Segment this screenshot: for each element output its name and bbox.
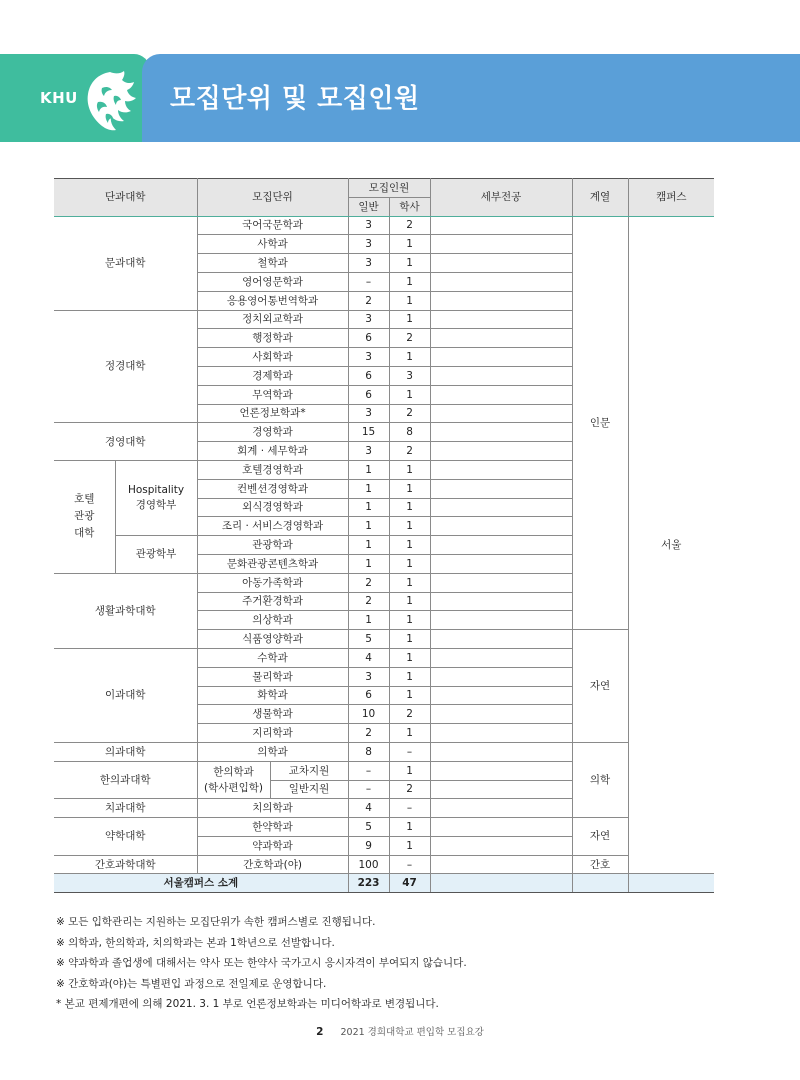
bachelor-cell: 1: [389, 235, 430, 254]
college-cell: 간호과학대학: [54, 855, 197, 874]
bachelor-cell: 2: [389, 780, 430, 799]
field-cell: 간호: [572, 855, 628, 874]
major-cell: [430, 611, 572, 630]
major-cell: [430, 254, 572, 273]
bachelor-cell: –: [389, 855, 430, 874]
bachelor-cell: 1: [389, 517, 430, 536]
general-cell: 2: [348, 291, 389, 310]
general-cell: 1: [348, 498, 389, 517]
general-cell: 8: [348, 742, 389, 761]
unit-cell: 경제학과: [197, 366, 348, 385]
major-cell: [430, 855, 572, 874]
general-cell: –: [348, 761, 389, 780]
college-cell: 경영대학: [54, 423, 197, 461]
logo-text: KHU: [40, 89, 78, 107]
footer-text: 2021 경희대학교 편입학 모집요강: [340, 1027, 484, 1038]
subtotal-row: [54, 874, 714, 893]
subtotal-field: [572, 874, 628, 893]
bachelor-cell: 1: [389, 554, 430, 573]
unit-cell: 컨벤션경영학과: [197, 479, 348, 498]
general-cell: 4: [348, 799, 389, 818]
bachelor-cell: –: [389, 742, 430, 761]
page-title: 모집단위 및 모집인원: [170, 84, 420, 114]
bachelor-cell: 1: [389, 836, 430, 855]
major-cell: [430, 799, 572, 818]
bachelor-cell: 3: [389, 366, 430, 385]
footer: [0, 1024, 800, 1038]
notes: [56, 912, 467, 1015]
unit-cell: 식품영양학과: [197, 630, 348, 649]
subunit-cell: 교차지원: [270, 761, 348, 780]
bachelor-cell: 1: [389, 648, 430, 667]
major-cell: [430, 592, 572, 611]
bachelor-cell: 1: [389, 611, 430, 630]
division-cell: 관광학부: [115, 536, 197, 574]
bachelor-cell: 1: [389, 686, 430, 705]
general-cell: 5: [348, 630, 389, 649]
unit-cell: 정치외교학과: [197, 310, 348, 329]
major-cell: [430, 761, 572, 780]
general-cell: 3: [348, 667, 389, 686]
page-number: 2: [316, 1026, 324, 1038]
major-cell: [430, 216, 572, 235]
bachelor-cell: 1: [389, 536, 430, 555]
table-row: [54, 818, 714, 837]
general-cell: 3: [348, 216, 389, 235]
major-cell: [430, 630, 572, 649]
unit-cell: 약과학과: [197, 836, 348, 855]
unit-cell: 국어국문학과: [197, 216, 348, 235]
unit-cell: 문화관광콘텐츠학과: [197, 554, 348, 573]
college-cell: 생활과학대학: [54, 573, 197, 648]
unit-cell: 회계 · 세무학과: [197, 442, 348, 461]
major-cell: [430, 423, 572, 442]
general-cell: 5: [348, 818, 389, 837]
unit-cell: 치의학과: [197, 799, 348, 818]
major-cell: [430, 442, 572, 461]
bachelor-cell: 1: [389, 385, 430, 404]
general-cell: 3: [348, 310, 389, 329]
major-cell: [430, 724, 572, 743]
campus-cell: 서울: [628, 216, 714, 874]
general-cell: –: [348, 780, 389, 799]
general-cell: 15: [348, 423, 389, 442]
lion-logo-icon: [80, 68, 142, 134]
major-cell: [430, 517, 572, 536]
bachelor-cell: 2: [389, 705, 430, 724]
bachelor-cell: 1: [389, 460, 430, 479]
bachelor-cell: 1: [389, 667, 430, 686]
general-cell: 1: [348, 460, 389, 479]
major-cell: [430, 818, 572, 837]
header-unit: 모집단위: [197, 179, 348, 217]
general-cell: 100: [348, 855, 389, 874]
college-cell: 한의과대학: [54, 761, 197, 799]
header-college: 단과대학: [54, 179, 197, 217]
header-bachelor: 학사: [389, 197, 430, 216]
division-cell: Hospitality 경영학부: [115, 460, 197, 535]
general-cell: 3: [348, 254, 389, 273]
unit-cell: 의상학과: [197, 611, 348, 630]
bachelor-cell: 1: [389, 498, 430, 517]
major-cell: [430, 348, 572, 367]
note-line: ※ 의학과, 한의학과, 치의학과는 본과 1학년으로 선발합니다.: [56, 936, 335, 949]
general-cell: 1: [348, 479, 389, 498]
field-cell: 자연: [572, 630, 628, 743]
major-cell: [430, 554, 572, 573]
quota-table: [54, 178, 714, 893]
general-cell: 4: [348, 648, 389, 667]
field-cell: 인문: [572, 216, 628, 630]
table-row: [54, 855, 714, 874]
bachelor-cell: 2: [389, 442, 430, 461]
college-cell: 이과대학: [54, 648, 197, 742]
unit-cell: 화학과: [197, 686, 348, 705]
unit-cell: 무역학과: [197, 385, 348, 404]
major-cell: [430, 573, 572, 592]
bachelor-cell: 1: [389, 254, 430, 273]
note-line: ※ 모든 입학관리는 지원하는 모집단위가 속한 캠퍼스별로 진행됩니다.: [56, 916, 376, 928]
major-cell: [430, 836, 572, 855]
field-cell: 자연: [572, 818, 628, 856]
general-cell: 6: [348, 366, 389, 385]
bachelor-cell: –: [389, 799, 430, 818]
unit-cell: 한의학과 (학사편입학): [197, 761, 270, 799]
major-cell: [430, 366, 572, 385]
table-row: [54, 216, 714, 235]
unit-cell: 철학과: [197, 254, 348, 273]
unit-cell: 지리학과: [197, 724, 348, 743]
unit-cell: 관광학과: [197, 536, 348, 555]
major-cell: [430, 460, 572, 479]
bachelor-cell: 2: [389, 404, 430, 423]
header-quota: 모집인원: [348, 179, 430, 198]
general-cell: 1: [348, 536, 389, 555]
major-cell: [430, 479, 572, 498]
major-cell: [430, 686, 572, 705]
general-cell: –: [348, 272, 389, 291]
unit-cell: 생물학과: [197, 705, 348, 724]
major-cell: [430, 272, 572, 291]
unit-cell: 행정학과: [197, 329, 348, 348]
unit-cell: 수학과: [197, 648, 348, 667]
college-cell: 치과대학: [54, 799, 197, 818]
bachelor-cell: 1: [389, 291, 430, 310]
unit-cell: 조리 · 서비스경영학과: [197, 517, 348, 536]
field-cell: 의학: [572, 742, 628, 817]
general-cell: 10: [348, 705, 389, 724]
general-cell: 2: [348, 724, 389, 743]
general-cell: 6: [348, 686, 389, 705]
general-cell: 3: [348, 348, 389, 367]
unit-cell: 의학과: [197, 742, 348, 761]
table-row: [54, 742, 714, 761]
bachelor-cell: 1: [389, 310, 430, 329]
subtotal-general: 223: [348, 874, 389, 893]
major-cell: [430, 498, 572, 517]
general-cell: 1: [348, 517, 389, 536]
note-line: * 본교 편제개편에 의해 2021. 3. 1 부로 언론정보학과는 미디어학과로 변경됩니다.: [56, 998, 439, 1010]
subtotal-campus: [628, 874, 714, 893]
subtotal-bachelor: 47: [389, 874, 430, 893]
college-cell: 호텔 관광 대학: [54, 460, 115, 573]
unit-cell: 호텔경영학과: [197, 460, 348, 479]
general-cell: 3: [348, 442, 389, 461]
major-cell: [430, 291, 572, 310]
college-cell: 정경대학: [54, 310, 197, 423]
unit-cell: 사학과: [197, 235, 348, 254]
major-cell: [430, 329, 572, 348]
general-cell: 2: [348, 592, 389, 611]
general-cell: 3: [348, 404, 389, 423]
bachelor-cell: 1: [389, 272, 430, 291]
general-cell: 6: [348, 329, 389, 348]
unit-cell: 응용영어통번역학과: [197, 291, 348, 310]
bachelor-cell: 2: [389, 216, 430, 235]
general-cell: 6: [348, 385, 389, 404]
major-cell: [430, 742, 572, 761]
major-cell: [430, 385, 572, 404]
general-cell: 2: [348, 573, 389, 592]
college-cell: 의과대학: [54, 742, 197, 761]
college-cell: 약학대학: [54, 818, 197, 856]
subunit-cell: 일반지원: [270, 780, 348, 799]
unit-cell: 언론정보학과*: [197, 404, 348, 423]
header-general: 일반: [348, 197, 389, 216]
note-line: ※ 간호학과(야)는 특별편입 과정으로 전일제로 운영합니다.: [56, 977, 327, 990]
subtotal-label: 서울캠퍼스 소계: [54, 874, 348, 893]
unit-cell: 주거환경학과: [197, 592, 348, 611]
major-cell: [430, 235, 572, 254]
major-cell: [430, 648, 572, 667]
bachelor-cell: 8: [389, 423, 430, 442]
bachelor-cell: 1: [389, 761, 430, 780]
unit-cell: 사회학과: [197, 348, 348, 367]
bachelor-cell: 2: [389, 329, 430, 348]
bachelor-cell: 1: [389, 724, 430, 743]
header-field: 계열: [572, 179, 628, 217]
major-cell: [430, 780, 572, 799]
general-cell: 1: [348, 611, 389, 630]
bachelor-cell: 1: [389, 818, 430, 837]
note-line: ※ 약과학과 졸업생에 대해서는 약사 또는 한약사 국가고시 응시자격이 부여되지 않습니다.: [56, 957, 467, 969]
general-cell: 3: [348, 235, 389, 254]
major-cell: [430, 404, 572, 423]
bachelor-cell: 1: [389, 348, 430, 367]
college-cell: 문과대학: [54, 216, 197, 310]
bachelor-cell: 1: [389, 573, 430, 592]
bachelor-cell: 1: [389, 479, 430, 498]
major-cell: [430, 667, 572, 686]
major-cell: [430, 705, 572, 724]
header-campus: 캠퍼스: [628, 179, 714, 217]
bachelor-cell: 1: [389, 592, 430, 611]
unit-cell: 아동가족학과: [197, 573, 348, 592]
header-major: 세부전공: [430, 179, 572, 217]
bachelor-cell: 1: [389, 630, 430, 649]
major-cell: [430, 310, 572, 329]
unit-cell: 영어영문학과: [197, 272, 348, 291]
unit-cell: 경영학과: [197, 423, 348, 442]
unit-cell: 간호학과(야): [197, 855, 348, 874]
general-cell: 9: [348, 836, 389, 855]
subtotal-major: [430, 874, 572, 893]
major-cell: [430, 536, 572, 555]
general-cell: 1: [348, 554, 389, 573]
unit-cell: 한약학과: [197, 818, 348, 837]
unit-cell: 외식경영학과: [197, 498, 348, 517]
unit-cell: 물리학과: [197, 667, 348, 686]
